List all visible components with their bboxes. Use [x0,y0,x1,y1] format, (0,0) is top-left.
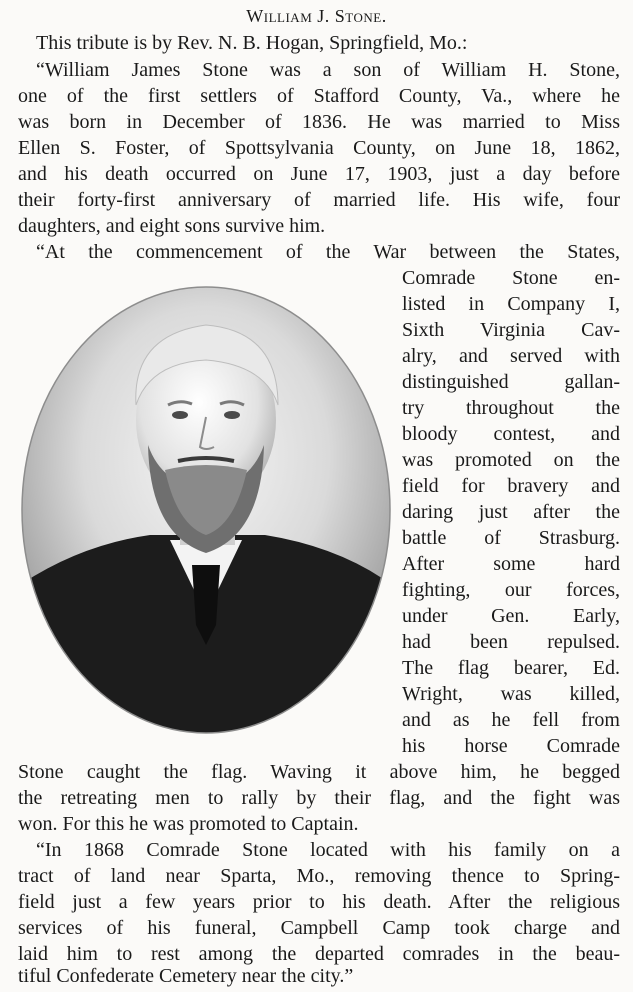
column-line-2: listed in Company I, [402,293,620,315]
column-line-6: try throughout the [402,397,620,419]
column-line-7: bloody contest, and [402,423,620,445]
paragraph-3-line-3: field just a few years prior to his death. After the religious [18,891,620,913]
column-line-8: was promoted on the [402,449,620,471]
column-line-18: and as he fell from [402,709,620,731]
column-line-13: fighting, our forces, [402,579,620,601]
paragraph-1-line-2: one of the first settlers of Stafford County, Va., where he [18,85,620,107]
column-line-5: distinguished gallan- [402,371,620,393]
paragraph-1-line-3: was born in December of 1836. He was married to Miss [18,111,620,133]
paragraph-1-line-5: and his death occurred on June 17, 1903, just a day before [18,163,620,185]
paragraph-3-line-5: laid him to rest among the departed comrades in the beau- [18,943,620,965]
column-line-16: The flag bearer, Ed. [402,657,620,679]
paragraph-3-line-1: “In 1868 Comrade Stone located with his family on a [36,839,620,861]
column-line-14: under Gen. Early, [402,605,620,627]
column-line-4: alry, and served with [402,345,620,367]
intro-line: This tribute is by Rev. N. B. Hogan, Springfield, Mo.: [36,32,468,54]
paragraph-3-line-4: services of his funeral, Campbell Camp took charge and [18,917,620,939]
paragraph-3-line-2: tract of land near Sparta, Mo., removing thence to Spring- [18,865,620,887]
article-title: William J. Stone. [246,6,387,26]
column-line-9: field for bravery and [402,475,620,497]
paragraph-1-line-4: Ellen S. Foster, of Spottsylvania County, on June 18, 1862, [18,137,620,159]
column-line-3: Sixth Virginia Cav- [402,319,620,341]
paragraph-1-line-1: “William James Stone was a son of William H. Stone, [36,59,620,81]
paragraph-2-line-22: the retreating men to rally by their flag, and the fight was [18,787,620,809]
column-line-12: After some hard [402,553,620,575]
paragraph-2-line-1: “At the commencement of the War between the States, [36,241,620,263]
paragraph-3-line-6: tiful Confederate Cemetery near the city.” [18,965,354,987]
column-line-17: Wright, was killed, [402,683,620,705]
paragraph-1-line-6: their forty-first anniversary of married life. His wife, four [18,189,620,211]
column-line-11: battle of Strasburg. [402,527,620,549]
column-line-10: daring just after the [402,501,620,523]
column-line-1: Comrade Stone en- [402,267,620,289]
paragraph-1-line-7: daughters, and eight sons survive him. [18,215,326,237]
portrait-photo [20,285,392,735]
column-line-15: had been repulsed. [402,631,620,653]
paragraph-2-line-21: Stone caught the flag. Waving it above him, he begged [18,761,620,783]
column-line-19: his horse Comrade [402,735,620,757]
paragraph-2-line-23: won. For this he was promoted to Captain. [18,813,359,835]
